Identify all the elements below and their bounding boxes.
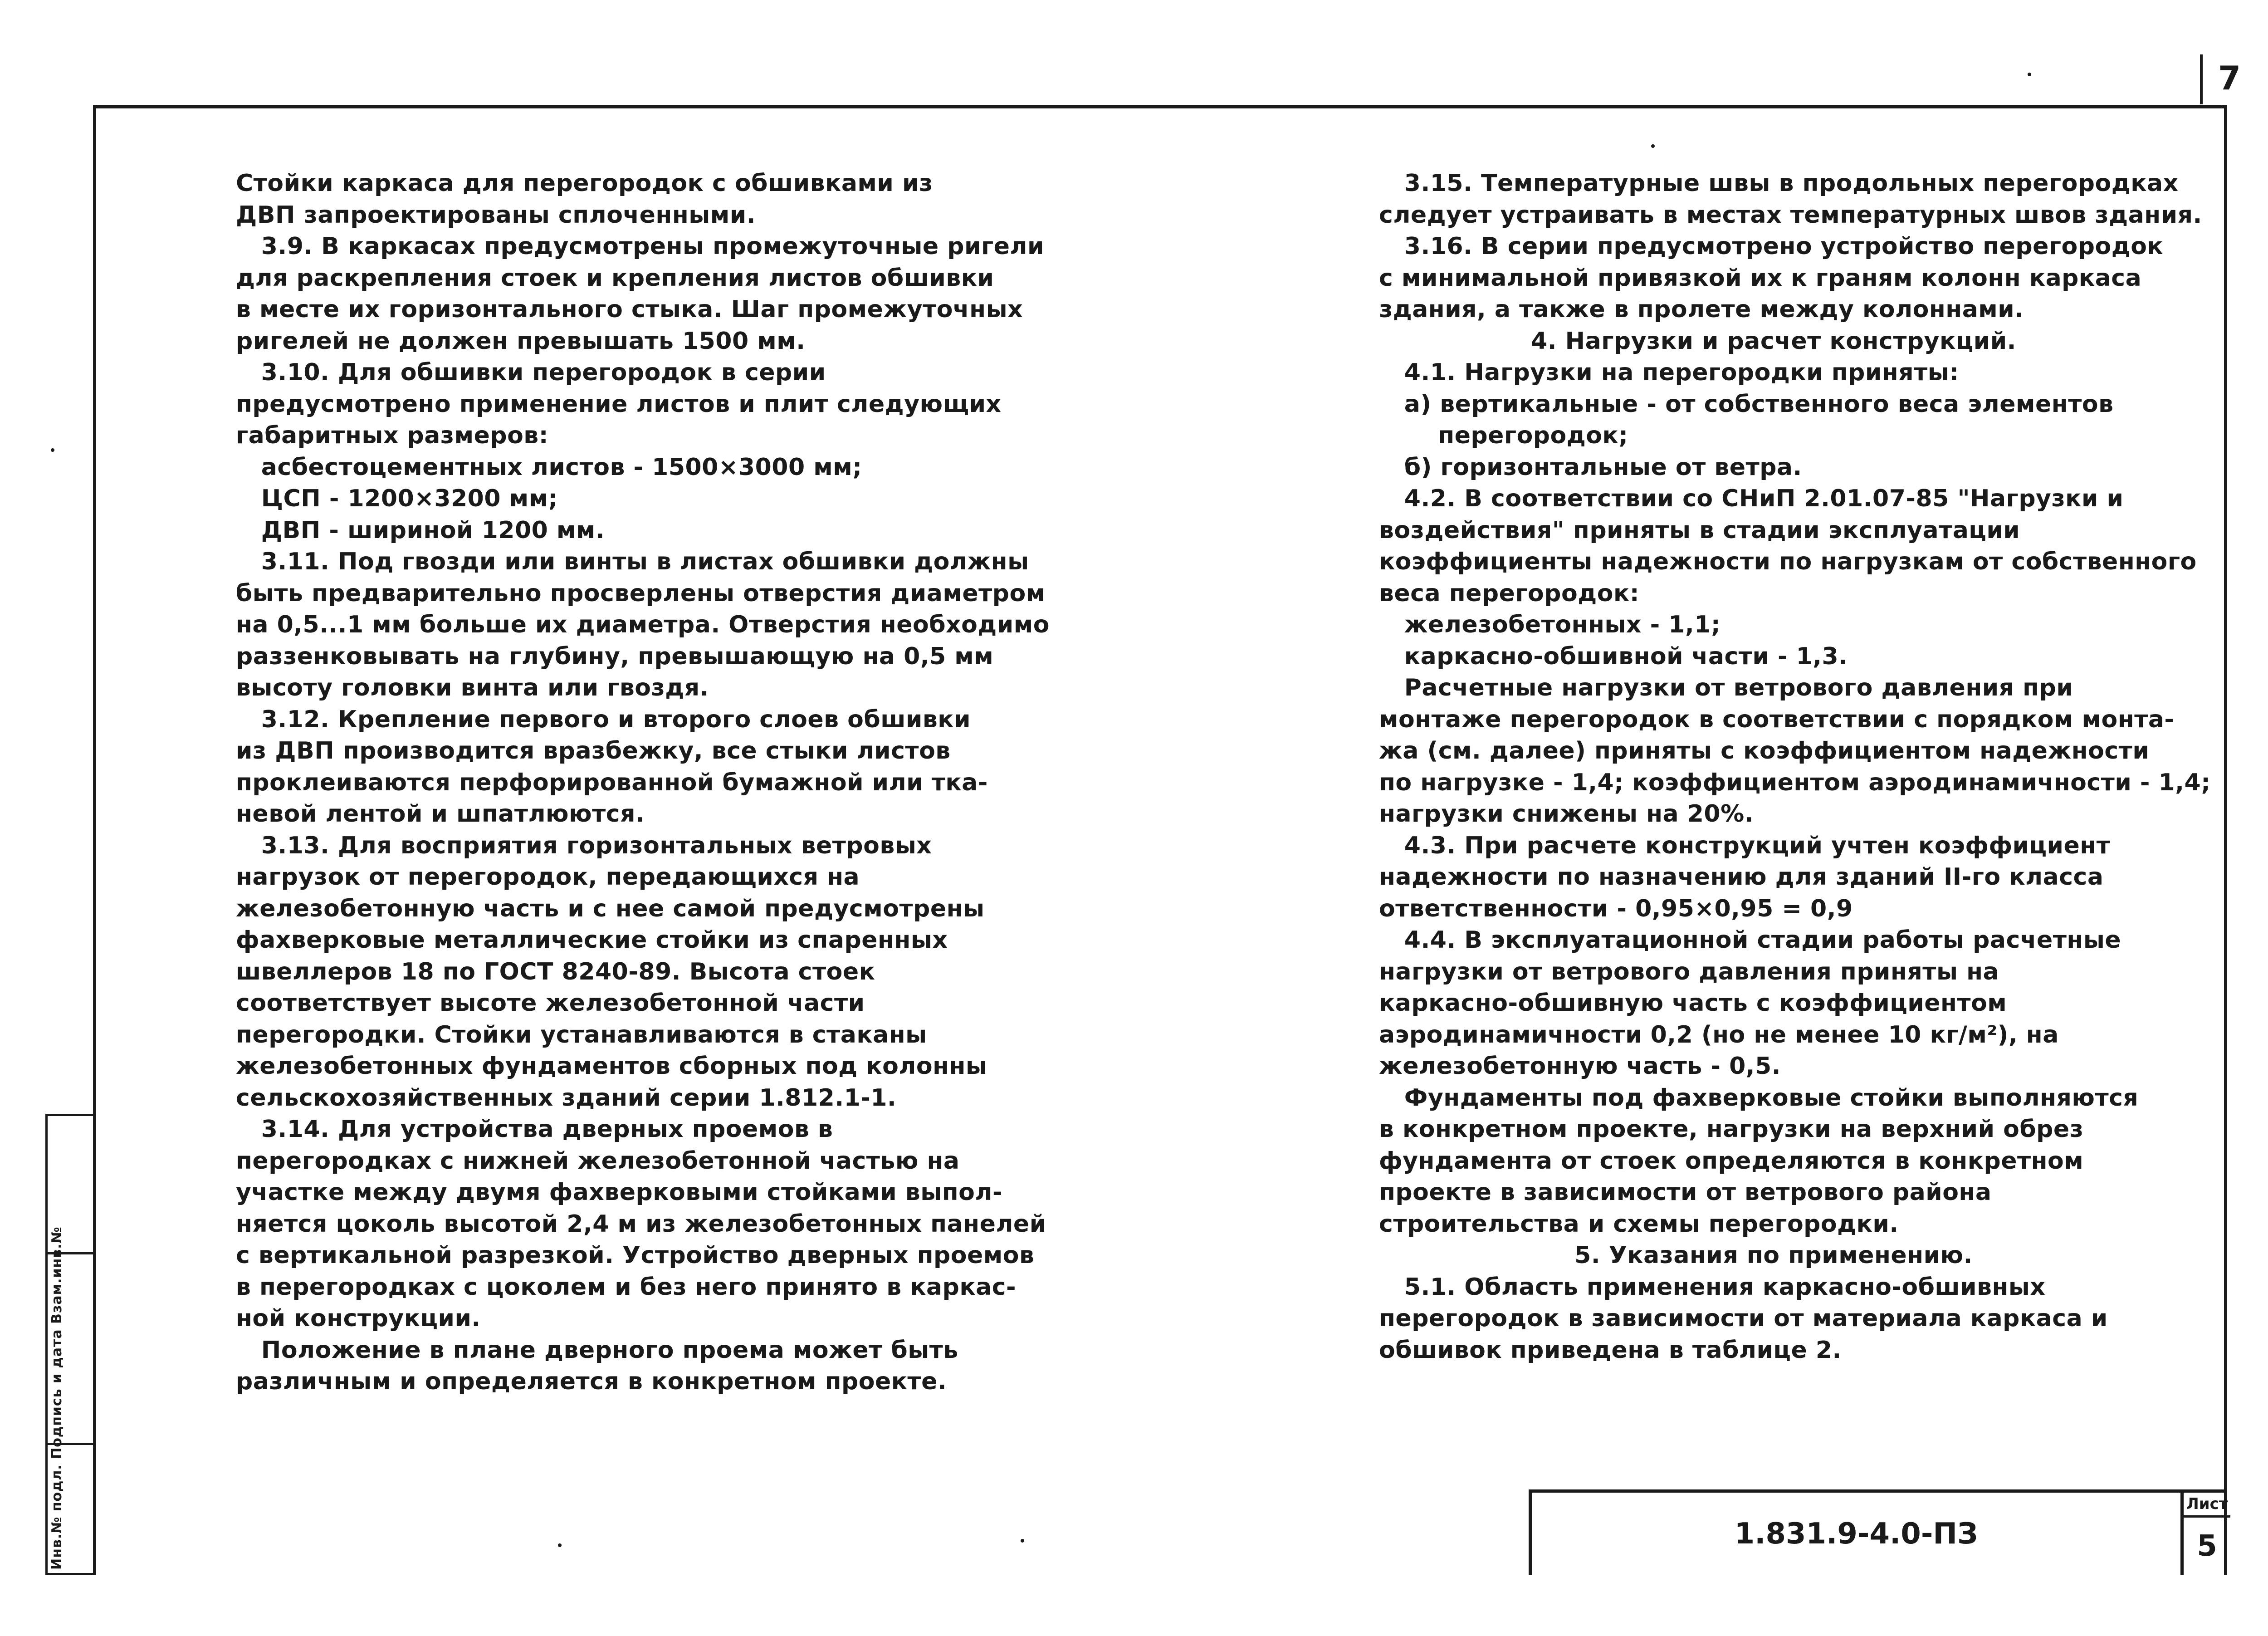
- text-line: с минимальной привязкой их к граням колонн каркаса: [1379, 264, 2142, 292]
- text-line: 3.16. В серии предусмотрено устройство перегородок: [1379, 233, 2164, 260]
- text-line: воздействия" приняты в стадии эксплуатации: [1379, 516, 2020, 544]
- text-line: в месте их горизонтального стыка. Шаг промежуточных: [236, 296, 1023, 323]
- text-line: веса перегородок:: [1379, 579, 1640, 607]
- text-line: 3.12. Крепление первого и второго слоев обшивки: [236, 705, 971, 733]
- text-line: по нагрузке - 1,4; коэффициентом аэродинамичности - 1,4;: [1379, 769, 2211, 796]
- scan-speck: [1021, 1539, 1024, 1543]
- text-line: 4.4. В эксплуатационной стадии работы расчетные: [1379, 926, 2121, 954]
- text-line: ригелей не должен превышать 1500 мм.: [236, 327, 806, 355]
- document-code: 1.831.9-4.0-ПЗ: [1734, 1517, 1978, 1551]
- text-line: ной конструкции.: [236, 1305, 481, 1332]
- title-block: [1529, 1489, 2227, 1575]
- text-line: участке между двумя фахверковыми стойками выпол-: [236, 1179, 1003, 1206]
- text-line: соответствует высоте железобетонной части: [236, 989, 865, 1017]
- left-text-column: [236, 168, 1052, 1398]
- text-line: железобетонных фундаментов сборных под колонны: [236, 1053, 987, 1080]
- text-line: каркасно-обшивную часть с коэффициентом: [1379, 989, 2007, 1017]
- text-line: 3.10. Для обшивки перегородок в серии: [236, 359, 826, 386]
- text-line: невой лентой и шпатлюются.: [236, 800, 645, 828]
- text-line: раззенковывать на глубину, превышающую на 0,5 мм: [236, 642, 994, 670]
- text-line: перегородки. Стойки устанавливаются в стаканы: [236, 1021, 927, 1048]
- text-line: обшивок приведена в таблице 2.: [1379, 1336, 1842, 1364]
- text-line: ДВП - шириной 1200 мм.: [236, 516, 605, 544]
- text-line: перегородок;: [1379, 422, 1628, 449]
- binding-text: Инв.№ подл. Подпись и дата Взам.инв.№: [49, 1226, 65, 1570]
- text-line: асбестоцементных листов - 1500×3000 мм;: [236, 453, 862, 481]
- sheet-cell: [2180, 1493, 2230, 1575]
- text-line: 4.3. При расчете конструкций учтен коэффициент: [1379, 832, 2111, 859]
- text-line: 3.14. Для устройства дверных проемов в: [236, 1116, 833, 1143]
- text-line: Расчетные нагрузки от ветрового давления при: [1379, 674, 2073, 701]
- text-line: проклеиваются перфорированной бумажной или тка-: [236, 769, 988, 796]
- sheet-number: 5: [2197, 1529, 2217, 1563]
- text-line: ДВП запроектированы сплоченными.: [236, 201, 756, 229]
- scan-speck: [1651, 144, 1655, 148]
- text-line: перегородок в зависимости от материала каркаса и: [1379, 1305, 2108, 1332]
- text-line: б) горизонтальные от ветра.: [1379, 453, 1802, 481]
- text-line: 4.2. В соответствии со СНиП 2.01.07-85 "Нагрузки и: [1379, 485, 2124, 512]
- text-line: швеллеров 18 по ГОСТ 8240-89. Высота стоек: [236, 958, 875, 985]
- text-line: на 0,5...1 мм больше их диаметра. Отверстия необходимо: [236, 611, 1050, 638]
- text-line: перегородках с нижней железобетонной частью на: [236, 1147, 960, 1175]
- text-line: монтаже перегородок в соответствии с порядком монта-: [1379, 705, 2175, 733]
- text-line: нагрузки от ветрового давления приняты на: [1379, 958, 1999, 985]
- text-line: 3.15. Температурные швы в продольных перегородках: [1379, 170, 2179, 197]
- scan-speck: [558, 1543, 562, 1547]
- text-line: жа (см. далее) приняты с коэффициентом надежности: [1379, 737, 2150, 764]
- text-line: из ДВП производится вразбежку, все стыки листов: [236, 737, 951, 764]
- text-line: предусмотрено применение листов и плит следующих: [236, 390, 1002, 418]
- text-line: следует устраивать в местах температурных швов здания.: [1379, 201, 2202, 229]
- page-number-rule: [2200, 54, 2203, 104]
- text-line: с вертикальной разрезкой. Устройство дверных проемов: [236, 1242, 1035, 1269]
- text-line: железобетонную часть - 0,5.: [1379, 1053, 1781, 1080]
- text-line: габаритных размеров:: [236, 422, 548, 449]
- text-line: нагрузки снижены на 20%.: [1379, 800, 1754, 828]
- text-line: а) вертикальные - от собственного веса элементов: [1379, 390, 2114, 418]
- text-line: каркасно-обшивной части - 1,3.: [1379, 642, 1848, 670]
- text-line: сельскохозяйственных зданий серии 1.812.1-1.: [236, 1084, 897, 1112]
- text-line: фахверковые металлические стойки из спаренных: [236, 926, 948, 954]
- text-line: в перегородках с цоколем и без него принято в каркас-: [236, 1273, 1017, 1301]
- section-heading: 4. Нагрузки и расчет конструкций.: [1531, 327, 2016, 355]
- text-line: для раскрепления стоек и крепления листов обшивки: [236, 264, 994, 292]
- text-line: здания, а также в пролете между колоннами.: [1379, 296, 2024, 323]
- text-line: железобетонных - 1,1;: [1379, 611, 1721, 638]
- text-line: высоту головки винта или гвоздя.: [236, 674, 709, 701]
- text-line: различным и определяется в конкретном проекте.: [236, 1368, 947, 1395]
- text-line: строительства и схемы перегородки.: [1379, 1210, 1899, 1238]
- text-line: 4.1. Нагрузки на перегородки приняты:: [1379, 359, 1959, 386]
- scan-speck: [51, 448, 54, 452]
- sheet-label: Лист: [2184, 1493, 2230, 1518]
- text-line: Положение в плане дверного проема может быть: [236, 1336, 958, 1364]
- text-line: Стойки каркаса для перегородок с обшивками из: [236, 170, 933, 197]
- text-line: нагрузок от перегородок, передающихся на: [236, 863, 860, 891]
- text-line: аэродинамичности 0,2 (но не менее 10 кг/м²), на: [1379, 1021, 2059, 1048]
- text-line: фундамента от стоек определяются в конкретном: [1379, 1147, 2084, 1175]
- text-line: проекте в зависимости от ветрового района: [1379, 1179, 1992, 1206]
- text-line: 3.11. Под гвозди или винты в листах обшивки должны: [236, 548, 1029, 575]
- text-line: Фундаменты под фахверковые стойки выполняются: [1379, 1084, 2139, 1112]
- section-heading: 5. Указания по применению.: [1574, 1242, 1973, 1269]
- text-line: надежности по назначению для зданий II-го класса: [1379, 863, 2104, 891]
- text-line: ЦСП - 1200×3200 мм;: [236, 485, 558, 512]
- text-line: коэффициенты надежности по нагрузкам от собственного: [1379, 548, 2197, 575]
- text-line: 3.13. Для восприятия горизонтальных ветровых: [236, 832, 932, 859]
- scan-speck: [2028, 73, 2031, 76]
- text-line: 5.1. Область применения каркасно-обшивных: [1379, 1273, 2046, 1301]
- text-line: няется цоколь высотой 2,4 м из железобетонных панелей: [236, 1210, 1046, 1238]
- text-line: быть предварительно просверлены отверстия диаметром: [236, 579, 1046, 607]
- text-line: железобетонную часть и с нее самой предусмотрены: [236, 895, 985, 922]
- text-line: 3.9. В каркасах предусмотрены промежуточные ригели: [236, 233, 1044, 260]
- page-number: 7: [2218, 59, 2241, 97]
- text-line: ответственности - 0,95×0,95 = 0,9: [1379, 895, 1853, 922]
- text-line: в конкретном проекте, нагрузки на верхний обрез: [1379, 1116, 2084, 1143]
- right-text-column: [1379, 168, 2211, 1366]
